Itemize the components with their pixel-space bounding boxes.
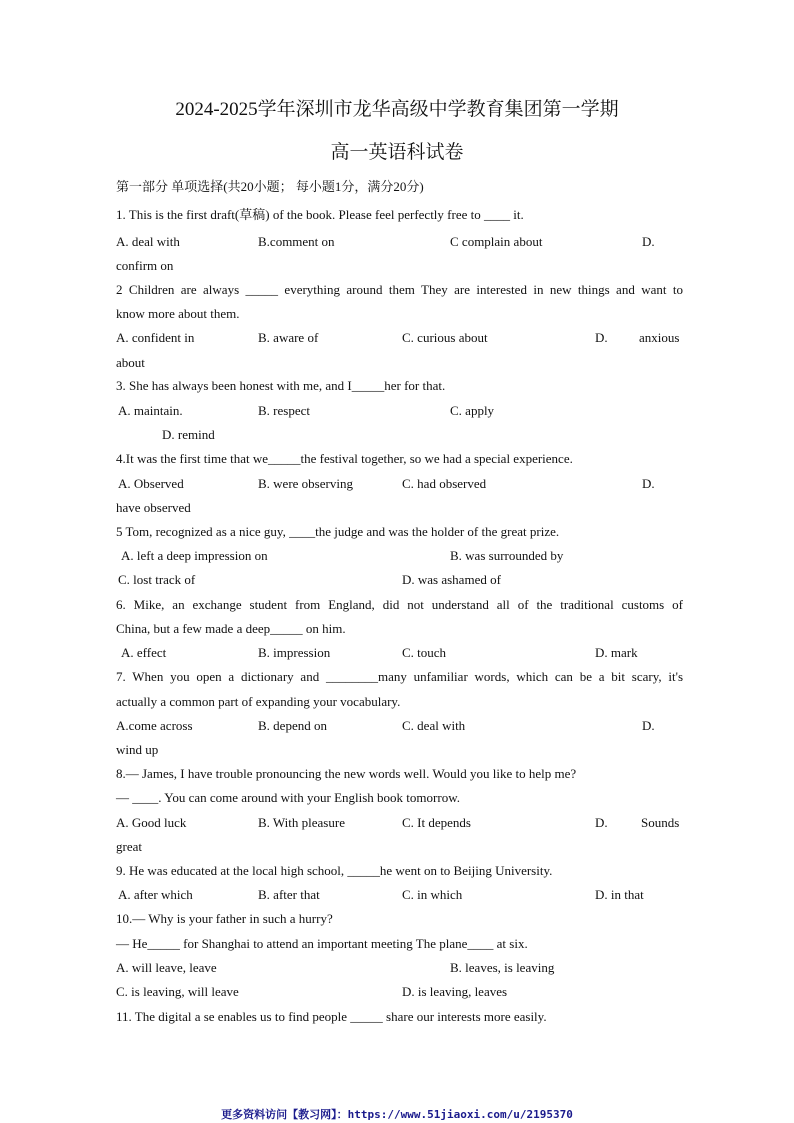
question-10-stem-line1: 10.— Why is your father in such a hurry? [116, 911, 333, 926]
question-10-option-b: B. leaves, is leaving [450, 960, 555, 975]
question-8-option-d-text: Sounds [641, 815, 680, 830]
question-8-option-a: A. Good luck [116, 815, 187, 830]
question-2-option-a: A. confident in [116, 330, 195, 345]
question-1-option-c: C complain about [450, 234, 543, 249]
question-8-option-d-label: D. [595, 815, 608, 830]
question-2-option-d-text: anxious [639, 330, 680, 345]
question-10-option-d: D. is leaving, leaves [402, 984, 508, 999]
question-8-option-d-cont: great [116, 839, 142, 854]
question-3-option-c: C. apply [450, 403, 495, 418]
question-2-option-d-label: D. [595, 330, 608, 345]
question-8-stem-line1: 8.— James, I have trouble pronouncing the new words well. Would you like to help me? [116, 766, 577, 781]
question-6-option-a: A. effect [121, 645, 167, 660]
question-2-option-d-cont: about [116, 355, 145, 370]
question-5-stem: 5 Tom, recognized as a nice guy, ____the judge and was the holder of the great prize. [116, 524, 560, 539]
question-10-option-c: C. is leaving, will leave [116, 984, 239, 999]
question-7-option-d-text: wind up [116, 742, 159, 757]
question-7-option-c: C. deal with [402, 718, 466, 733]
question-4-option-d-label: D. [642, 476, 655, 491]
question-9-option-a: A. after which [118, 887, 193, 902]
question-2-option-b: B. aware of [258, 330, 319, 345]
question-3-stem: 3. She has always been honest with me, and I_____her for that. [116, 378, 446, 393]
question-10-stem-line2: — He_____ for Shanghai to attend an important meeting The plane____ at six. [116, 936, 528, 951]
question-5-option-a: A. left a deep impression on [121, 548, 268, 563]
question-8-option-c: C. It depends [402, 815, 471, 830]
question-3-option-d: D. remind [162, 427, 215, 442]
question-3-option-a: A. maintain. [118, 403, 183, 418]
question-6-stem-line1: 6. Mike, an exchange student from England, did not understand all of the traditional customs of [116, 597, 683, 612]
question-4-stem: 4.It was the first time that we_____the festival together, so we had a special experience. [116, 451, 573, 466]
question-7-stem-line1: 7. When you open a dictionary and ________many unfamiliar words, which can be a bit scary, it's [116, 669, 683, 684]
question-6-option-c: C. touch [402, 645, 447, 660]
question-6-option-d: D. mark [595, 645, 638, 660]
question-10-option-a: A. will leave, leave [116, 960, 217, 975]
question-4-option-a: A. Observed [118, 476, 184, 491]
question-9-option-c: C. in which [402, 887, 463, 902]
question-4-option-c: C. had observed [402, 476, 487, 491]
question-6-option-b: B. impression [258, 645, 331, 660]
question-6-stem-line2: China, but a few made a deep_____ on him. [116, 621, 346, 636]
question-1-option-a: A. deal with [116, 234, 180, 249]
question-7-option-b: B. depend on [258, 718, 327, 733]
question-9-option-b: B. after that [258, 887, 320, 902]
question-4-option-d-text: have observed [116, 500, 191, 515]
question-5-option-d: D. was ashamed of [402, 572, 501, 587]
question-1-option-d-label: D. [642, 234, 655, 249]
question-8-option-b: B. With pleasure [258, 815, 345, 830]
question-5-option-c: C. lost track of [118, 572, 196, 587]
question-9-option-d: D. in that [595, 887, 644, 902]
section-header: 第一部分 单项选择(共20小题； 每小题1分，满分20分) [116, 179, 424, 194]
question-5-option-b: B. was surrounded by [450, 548, 564, 563]
question-7-option-d-label: D. [642, 718, 655, 733]
question-2-stem-line1: 2 Children are always _____ everything around them They are interested in new things and want to [116, 282, 683, 297]
question-7-option-a: A.come across [116, 718, 193, 733]
question-2-stem-line2: know more about them. [116, 306, 240, 321]
exam-title-line2: 高一英语科试卷 [330, 142, 464, 163]
question-1-option-d-text: confirm on [116, 258, 174, 273]
question-4-option-b: B. were observing [258, 476, 353, 491]
exam-title-line1: 2024-2025学年深圳市龙华高级中学教育集团第一学期 [175, 99, 619, 120]
question-7-stem-line2: actually a common part of expanding your vocabulary. [116, 694, 401, 709]
question-9-stem: 9. He was educated at the local high school, _____he went on to Beijing University. [116, 863, 553, 878]
question-11-stem: 11. The digital a se enables us to find people _____ share our interests more easily. [116, 1009, 547, 1024]
question-8-stem-line2: — ____. You can come around with your English book tomorrow. [116, 790, 460, 805]
question-1-stem: 1. This is the first draft(草稿) of the book. Please feel perfectly free to ____ it. [116, 207, 524, 222]
question-2-option-c: C. curious about [402, 330, 488, 345]
footer-link[interactable]: 更多资料访问【教习网】：https://www.51jiaoxi.com/u/2195370 [221, 1108, 573, 1121]
question-3-option-b: B. respect [258, 403, 310, 418]
question-1-option-b: B.comment on [258, 234, 335, 249]
